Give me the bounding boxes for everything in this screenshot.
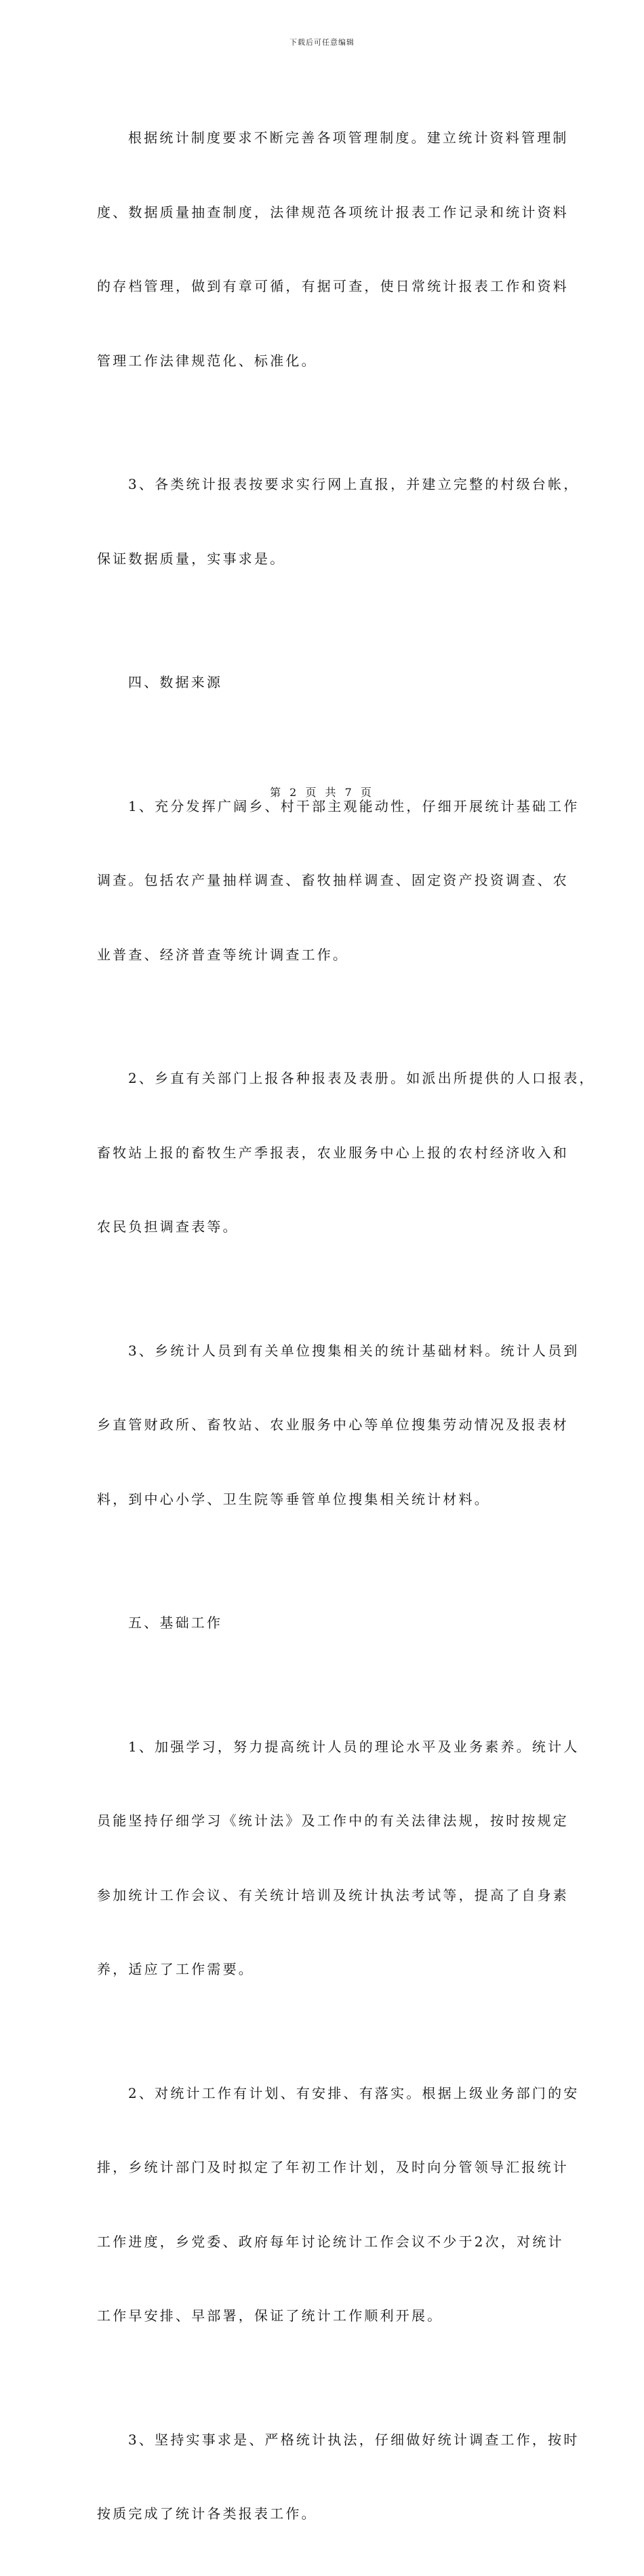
text-line: 工作进度，乡党委、政府每年讨论统计工作会议不少于2次，对统计 [97,2233,564,2250]
section-heading [97,620,558,745]
text-line: 的存档管理，做到有章可循，有据可查，使日常统计报表工作和资料 [97,278,569,294]
text-line: 2、对统计工作有计划、有安排、有落实。根据上级业务部门的安 [128,2084,580,2101]
text-line: 1、充分发挥广阔乡、村干部主观能动性，仔细开展统计基础工作 [128,797,580,814]
page-header: 下载后可任意编辑 [289,38,355,47]
text-line: 养，适应了工作需要。 [97,1961,254,1977]
text-line: 五、基础工作 [128,1614,223,1631]
text-line: 度、数据质量抽查制度，法律规范各项统计报表工作记录和统计资料 [97,203,569,220]
text-line: 按质完成了统计各类报表工作。 [97,2505,317,2522]
text-line: 保证数据质量，实事求是。 [97,550,286,567]
page-number: 第 2 页 共 7 页 [270,786,374,799]
document-body [97,76,595,2576]
text-line: 3、坚持实事求是、严格统计执法，仔细做好统计调查工作，按时 [128,2431,580,2448]
paragraph [97,1289,580,1562]
text-line: 根据统计制度要求不断完善各项管理制度。建立统计资料管理制 [128,130,569,146]
paragraph [97,1016,595,1289]
text-line: 工作早安排、早部署，保证了统计工作顺利开展。 [97,2307,443,2324]
paragraph [97,2032,580,2378]
text-line: 员能坚持仔细学习《统计法》及工作中的有关法律法规，按时按规定 [97,1812,569,1829]
text-line: 3、各类统计报表按要求实行网上直报，并建立完整的村级台帐， [128,476,580,492]
section-heading [97,1561,558,1685]
text-line: 料，到中心小学、卫生院等垂管单位搜集相关统计材料。 [97,1490,490,1507]
text-line: 参加统计工作会议、有关统计培训及统计执法考试等，提高了自身素 [97,1886,569,1903]
text-line: 管理工作法律规范化、标准化。 [97,352,317,369]
text-line: 乡直管财政所、畜牧站、农业服务中心等单位搜集劳动情况及报表材 [97,1416,569,1433]
paragraph [97,1685,580,2032]
text-line: 3、乡统计人员到有关单位搜集相关的统计基础材料。统计人员到 [128,1342,580,1359]
paragraph [97,422,580,620]
text-line: 1、加强学习，努力提高统计人员的理论水平及业务素养。统计人 [128,1738,580,1755]
text-line: 2、乡直有关部门上报各种报表及表册。如派出所提供的人口报表， [128,1070,595,1086]
text-line: 调查。包括农产量抽样调查、畜牧抽样调查、固定资产投资调查、农 [97,872,569,888]
text-line: 农民负担调查表等。 [97,1218,239,1235]
text-line: 畜牧站上报的畜牧生产季报表，农业服务中心上报的农村经济收入和 [97,1144,569,1161]
text-line: 四、数据来源 [128,674,223,690]
paragraph [97,76,569,422]
text-line: 业普查、经济普查等统计调查工作。 [97,946,349,963]
paragraph [97,2378,580,2576]
text-line: 排，乡统计部门及时拟定了年初工作计划，及时向分管领导汇报统计 [97,2159,569,2175]
